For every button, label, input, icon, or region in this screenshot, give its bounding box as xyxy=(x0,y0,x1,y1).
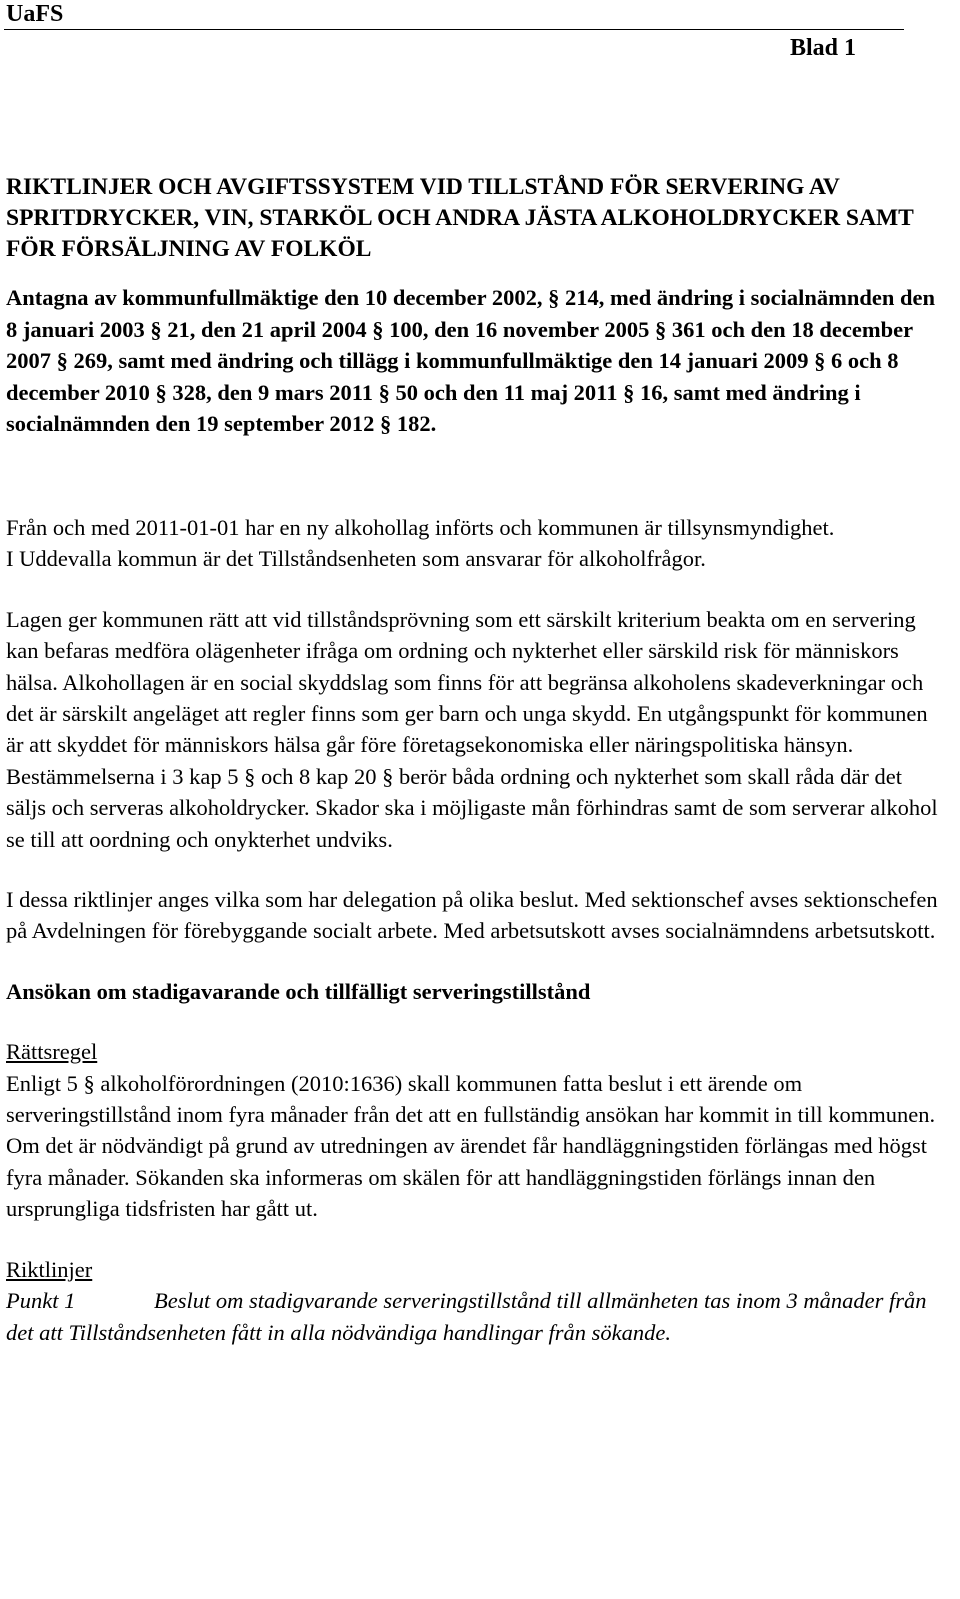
guidelines-label: Riktlinjer xyxy=(6,1256,93,1282)
document-title: RIKTLINJER OCH AVGIFTSSYSTEM VID TILLSTÅND FÖR SERVERING AV SPRITDRYCKER, VIN, STARKÖL OCH ANDRA JÄSTA ALKOHOLDRYCKER SAMT FÖR FÖRSÄLJNING AV FOLKÖL xyxy=(6,174,914,262)
rule-label: Rättsregel xyxy=(6,1039,98,1065)
law-paragraph: Lagen ger kommunen rätt att vid tillståndsprövning som ett särskilt kriterium beakta om en servering kan befaras medföra olägenheter ifråga om ordning och nykterhet eller särskild risk för människors hälsa. Alkohollagen är en social skyddslag som finns för att begränsa alkoholens skadeverkningar och det är särskilt angeläget att regler finns som ger barn och unga skydd. En utgångspunkt för kommunen är att skyddet för människors hälsa går före företagsekonomiska eller näringspolitiska hänsyn. Bestämmelserna i 3 kap 5 § och 8 kap 20 § berör båda ordning och nykterhet som skall råda där det säljs och serveras alkoholdrycker. Skador ska i möjligaste mån förhindras samt de som serverar alkohol se till att oordning och onykterhet undviks. xyxy=(6,606,938,852)
document-body xyxy=(6,172,946,1348)
header-divider xyxy=(4,29,904,30)
rule-text: Enligt 5 § alkoholförordningen (2010:1636) skall kommunen fatta beslut i ett ärende om serveringstillstånd inom fyra månader från det att en fullständig ansökan har kommit in till kommunen. Om det är nödvändigt på grund av utredningen av ärendet får handläggningstiden förlängas med högst fyra månader. Sökanden ska informeras om skälen för att handläggningstiden förlängs innan den ursprungliga tidsfristen har gått ut. xyxy=(6,1070,936,1222)
adoption-history: Antagna av kommunfullmäktige den 10 december 2002, § 214, med ändring i socialnämnden den 8 januari 2003 § 21, den 21 april 2004 § 100, den 16 november 2005 § 361 och den 18 december 2007 § 269, samt med ändring och tillägg i kommunfullmäktige den 14 januari 2009 § 6 och 8 december 2010 § 328, den 9 mars 2011 § 50 och den 11 maj 2011 § 16, samt med ändring i socialnämnden den 19 september 2012 § 182. xyxy=(6,285,936,437)
intro-line-1: Från och med 2011-01-01 har en ny alkohollag införts och kommunen är tillsynsmyndighet. xyxy=(6,514,835,540)
point-label: Punkt 1 xyxy=(6,1288,76,1314)
header-organization: UaFS xyxy=(6,1,64,27)
section-heading: Ansökan om stadigavarande och tillfälligt serveringstillstånd xyxy=(6,978,591,1004)
point-text: Beslut om stadigvarande serveringstillstånd till allmänheten tas inom 3 månader från det att Tillståndsenheten fått in alla nödvändiga handlingar från sökande. xyxy=(6,1288,927,1345)
page-number: Blad 1 xyxy=(789,35,856,61)
intro-line-2: I Uddevalla kommun är det Tillståndsenheten som ansvarar för alkoholfrågor. xyxy=(6,546,706,572)
guideline-point-1 xyxy=(6,1285,946,1348)
delegation-paragraph: I dessa riktlinjer anges vilka som har delegation på olika beslut. Med sektionschef avses sektionschefen på Avdelningen för förebyggande socialt arbete. Med arbetsutskott avses socialnämndens arbetsutskott. xyxy=(6,887,938,944)
